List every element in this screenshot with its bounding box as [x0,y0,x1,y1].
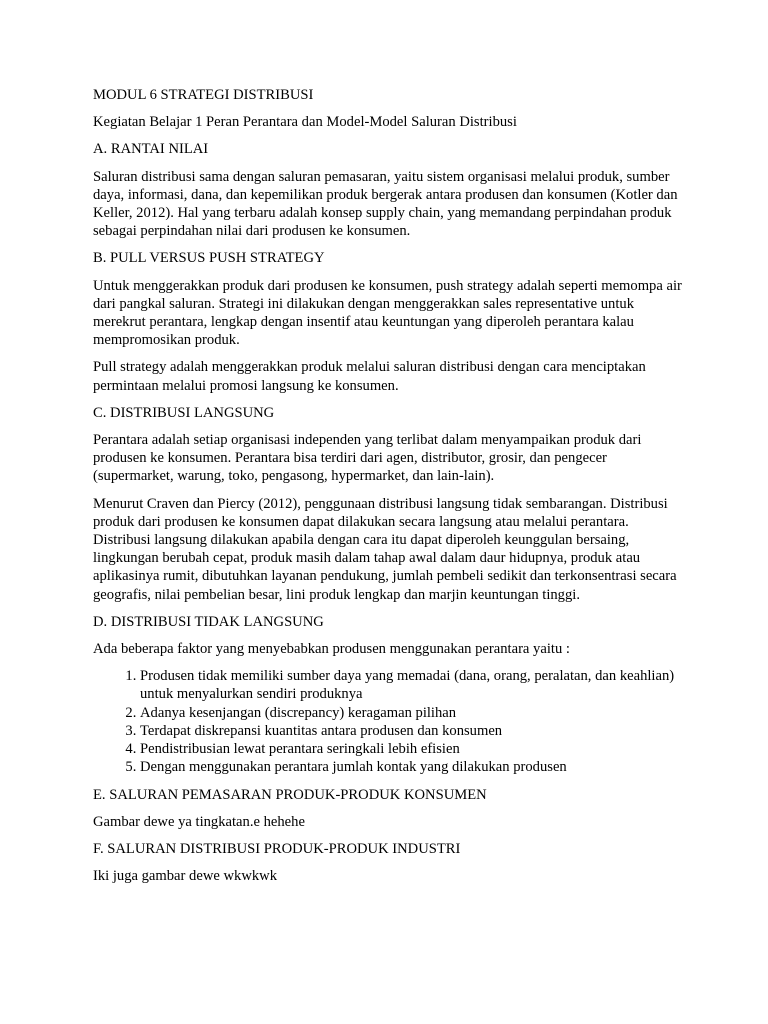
paragraph: Pull strategy adalah menggerakkan produk melalui saluran distribusi dengan cara menciptakan permintaan melalui promosi langsung ke konsumen. [93,359,646,394]
paragraph: Iki juga gambar dewe wkwkwk [93,868,277,885]
list-item: 3. Terdapat diskrepansi kuantitas antara produsen dan konsumen [140,722,683,740]
paragraph: Ada beberapa faktor yang menyebabkan produsen menggunakan perantara yaitu : [93,641,570,658]
list-item: 5. Dengan menggunakan perantara jumlah kontak yang dilakukan produsen [140,758,683,776]
document-page [93,86,683,894]
section-heading-distribusi-tidak-langsung: D. DISTRIBUSI TIDAK LANGSUNG [93,613,324,630]
paragraph: Perantara adalah setiap organisasi independen yang terlibat dalam menyampaikan produk dari produsen ke konsumen. Perantara bisa terdiri dari agen, distributor, grosir, dan pengecer (supermarket, warung, toko, pengasong, hypermarket, dan lain-lain). [93,432,642,485]
paragraph: Saluran distribusi sama dengan saluran pemasaran, yaitu sistem organisasi melalui produk, sumber daya, informasi, dana, dan kepemilikan produk bergerak antara produsen dan konsumen (Kotler dan Keller, 2012). Hal yang terbaru adalah konsep supply chain, yang memandang perpindahan produk sebagai perpindahan nilai dari produsen ke konsumen. [93,168,678,240]
list-item: 1. Produsen tidak memiliki sumber daya yang memadai (dana, orang, peralatan, dan keahlian) untuk menyalurkan sendiri produknya [140,667,683,703]
section-heading-rantai-nilai: A. RANTAI NILAI [93,141,209,158]
section-heading-pull-push: B. PULL VERSUS PUSH STRATEGY [93,250,325,267]
paragraph: Untuk menggerakkan produk dari produsen ke konsumen, push strategy adalah seperti memompa air dari pangkal saluran. Strategi ini dilakukan dengan menggerakkan sales representative untuk merekrut perantara, lengkap dengan insentif atau keuntungan yang diperoleh perantara kalau mempromosikan produk. [93,277,682,349]
section-heading-saluran-industri: F. SALURAN DISTRIBUSI PRODUK-PRODUK INDUSTRI [93,840,461,857]
list-item: 4. Pendistribusian lewat perantara seringkali lebih efisien [140,740,683,758]
list-item: 2. Adanya kesenjangan (discrepancy) keragaman pilihan [140,704,683,722]
paragraph: Menurut Craven dan Piercy (2012), penggunaan distribusi langsung tidak sembarangan. Distribusi produk dari produsen ke konsumen dapat dilakukan secara langsung atau melalui perantara. Distribusi langsung dilakukan apabila dengan cara itu dapat diperoleh keunggulan bersaing, lingkungan berubah cepat, produk masih dalam tahap awal dalam daur hidupnya, produk atau aplikasinya rumit, dibutuhkan layanan pendukung, jumlah pembeli sedikit dan terkonsentrasi secara geografis, nilai pembelian besar, lini produk lengkap dan marjin keuntungan tinggi. [93,495,677,603]
section-heading-distribusi-langsung: C. DISTRIBUSI LANGSUNG [93,404,275,421]
document-title: MODUL 6 STRATEGI DISTRIBUSI [93,87,314,103]
document-subtitle: Kegiatan Belajar 1 Peran Perantara dan Model-Model Saluran Distribusi [93,114,517,131]
factor-list [93,667,683,776]
section-heading-saluran-pemasaran: E. SALURAN PEMASARAN PRODUK-PRODUK KONSUMEN [93,786,487,803]
paragraph: Gambar dewe ya tingkatan.e hehehe [93,813,305,830]
